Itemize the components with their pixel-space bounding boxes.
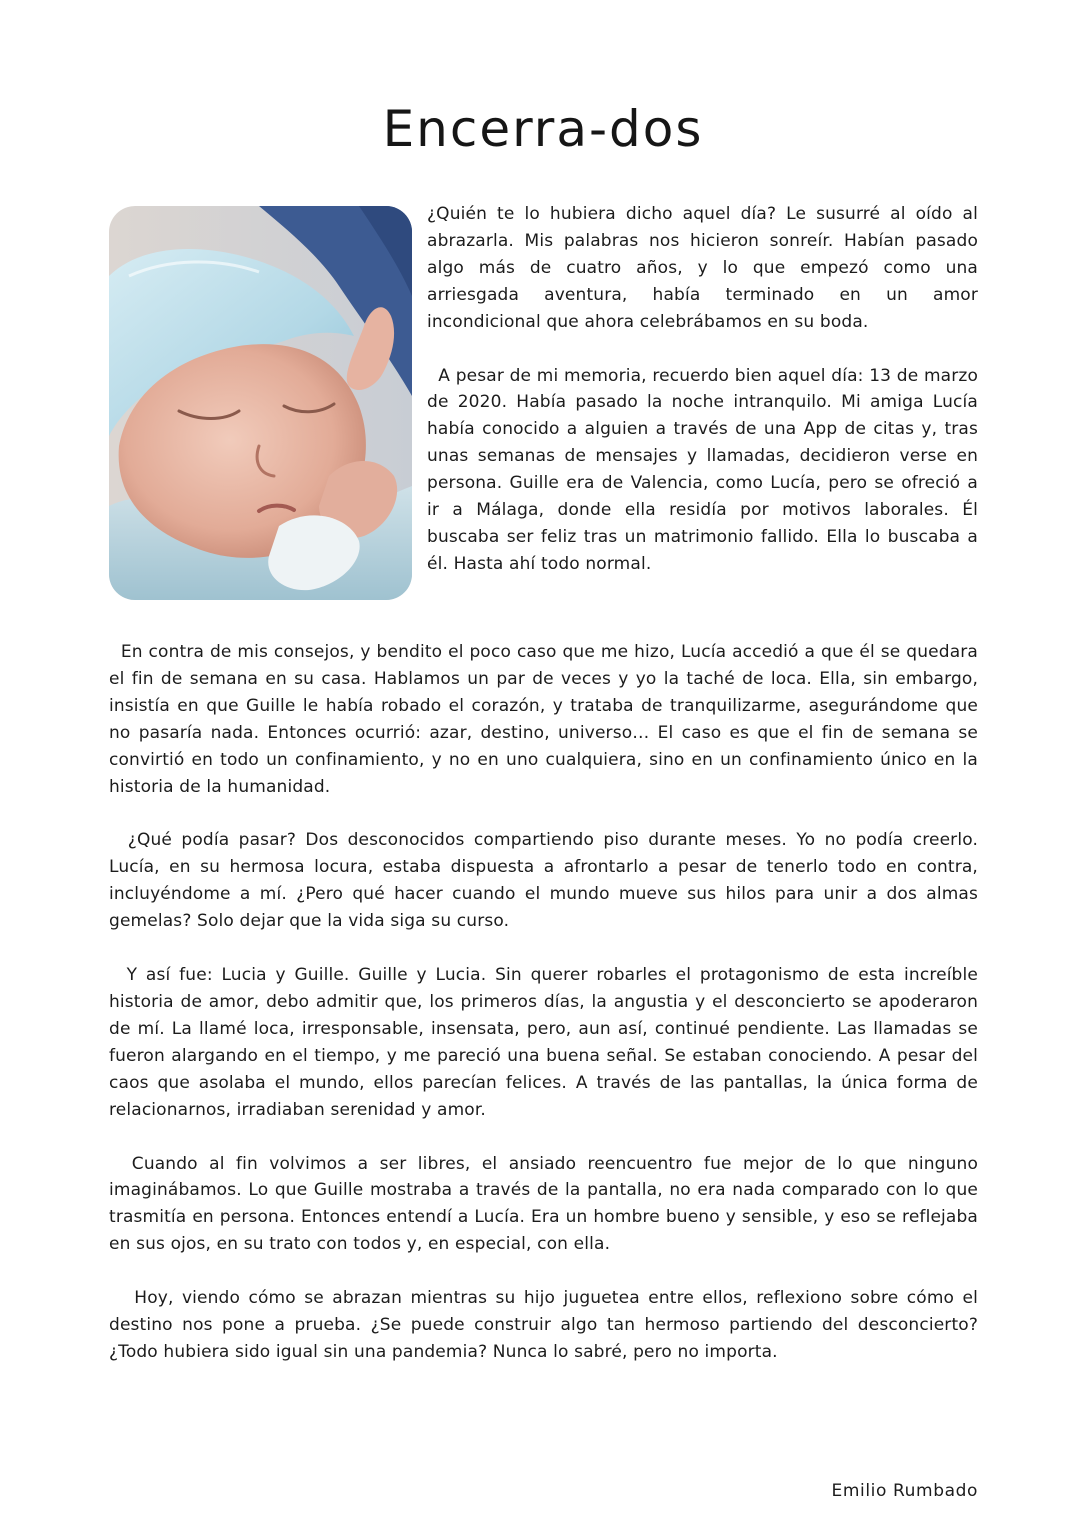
paragraph: ¿Quién te lo hubiera dicho aquel día? Le susurré al oído al abrazarla. Mis palabras nos hicieron sonreír. Habían pasado algo más de cuatro años, y lo que empezó como una arriesgada aventura, había terminado en un amor incondicional que ahora celebrábamos en su boda.: [427, 204, 978, 332]
newborn-baby-photo: [109, 206, 412, 600]
page-title: Encerra-dos: [382, 100, 704, 158]
paragraph: Y así fue: Lucia y Guille. Guille y Lucia. Sin querer robarles el protagonismo de esta increíble historia de amor, debo admitir que, los primeros días, la angustia y el desconcierto se apoderaron de mí. La llamé loca, irresponsable, insensata, pero, aun así, continué pendiente. Las llamadas se fueron alargando en el tiempo, y me pareció una buena señal. Se estaban conociendo. A pesar del caos que asolaba el mundo, ellos parecían felices. A través de las pantallas, la única forma de relacionarnos, irradiaban serenidad y amor.: [109, 965, 978, 1120]
paragraph: En contra de mis consejos, y bendito el poco caso que me hizo, Lucía accedió a que él se quedara el fin de semana en su casa. Hablamos un par de veces y yo la taché de loca. Ella, sin embargo, insistía en que Guille le había robado el corazón, y trataba de tranquilizarme, asegurándome que no pasaría nada. Entonces ocurrió: azar, destino, universo… El caso es que el fin de semana se convirtió en todo un confinamiento, y no en uno cualquiera, sino en un confinamiento único en la historia de la humanidad.: [109, 642, 978, 797]
story-body: [109, 639, 978, 1366]
paragraph: ¿Qué podía pasar? Dos desconocidos compartiendo piso durante meses. Yo no podía creerlo. Lucía, en su hermosa locura, estaba dispuesta a afrontarlo a pesar de tenerlo todo en contra, incluyéndome a mí. ¿Pero qué hacer cuando el mundo mueve sus hilos para unir a dos almas gemelas? Solo dejar que la vida siga su curso.: [109, 830, 978, 932]
author-signature: Emilio Rumbado: [831, 1481, 978, 1501]
paragraph: Hoy, viendo cómo se abrazan mientras su hijo juguetea entre ellos, reflexiono sobre cómo el destino nos pone a prueba. ¿Se puede construir algo tan hermoso partiendo del desconcierto? ¿Todo hubiera sido igual sin una pandemia? Nunca lo sabré, pero no importa.: [109, 1288, 978, 1362]
paragraph: A pesar de mi memoria, recuerdo bien aquel día: 13 de marzo de 2020. Había pasado la noche intranquilo. Mi amiga Lucía había conocido a alguien a través de una App de citas y, tras unas semanas de mensajes y llamadas, decidieron verse en persona. Guille era de Valencia, como Lucía, pero se ofreció a ir a Málaga, donde ella residía por motivos laborales. Él buscaba ser feliz tras un matrimonio fallido. Ella lo buscaba a él. Hasta ahí todo normal.: [427, 365, 978, 574]
intro-text-column: [427, 201, 978, 578]
paragraph: Cuando al fin volvimos a ser libres, el ansiado reencuentro fue mejor de lo que ninguno imaginábamos. Lo que Guille mostraba a través de la pantalla, no era nada comparado con lo que trasmitía en persona. Entonces entendí a Lucía. Era un hombre bueno y sensible, y eso se reflejaba en sus ojos, en su trato con todos y, en especial, con ella.: [109, 1153, 978, 1255]
